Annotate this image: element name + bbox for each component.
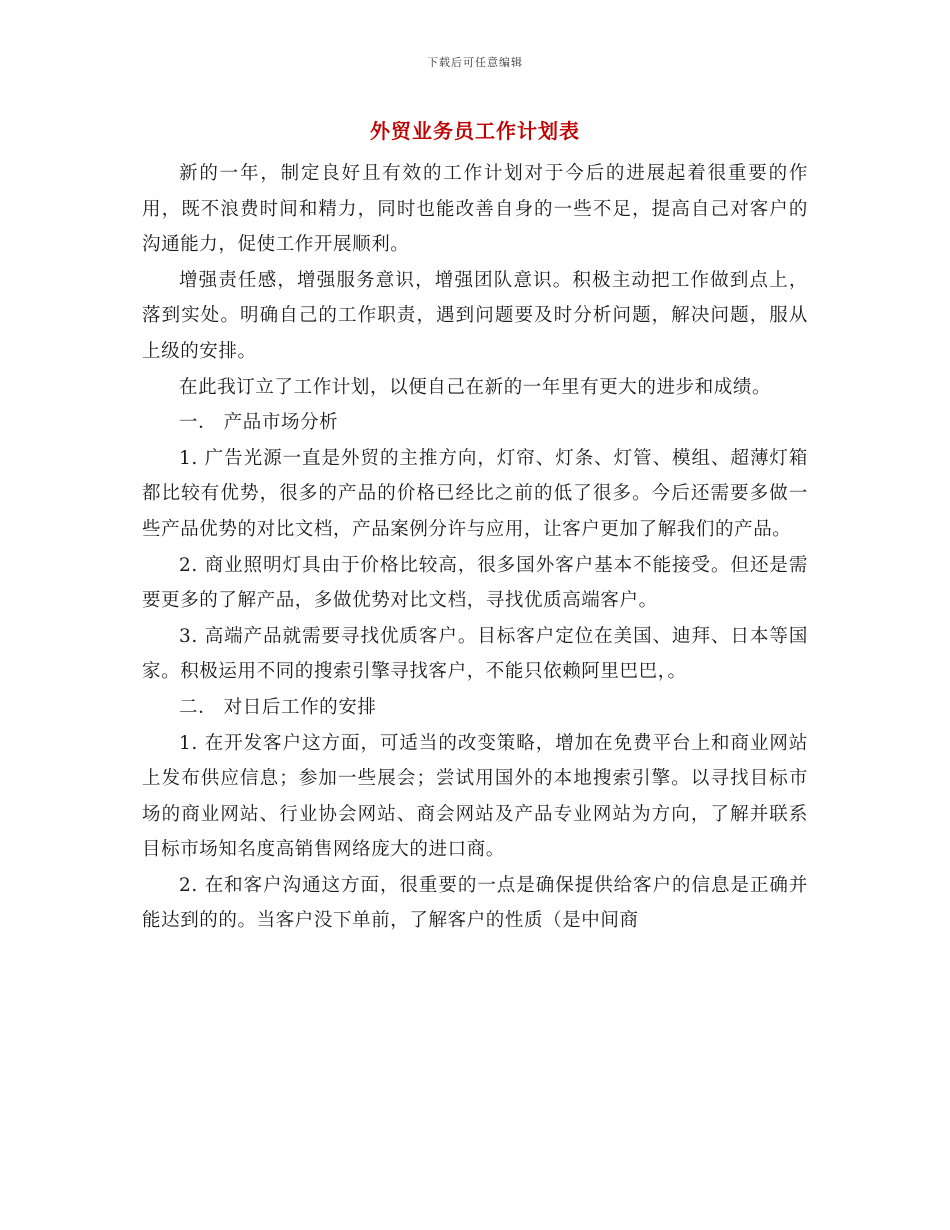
paragraph-responsibility: 增强责任感，增强服务意识，增强团队意识。积极主动把工作做到点上，落到实处。明确自己的工作职责，遇到问题要及时分析问题，解决问题，服从上级的安排。 (142, 269, 808, 362)
section-heading-work-arrangement: 二． 对日后工作的安排 (179, 696, 377, 718)
paragraph-item-client-development: 1. 在开发客户这方面，可适当的改变策略，增加在免费平台上和商业网站上发布供应信息；参加一些展会；尝试用国外的本地搜索引擎。以寻找目标市场的商业网站、行业协会网站、商会网站及产品专业网站为方向，了解并联系目标市场知名度高销售网络庞大的进口商。 (142, 732, 808, 861)
paragraph-item-high-end-products: 3. 高端产品就需要寻找优质客户。目标客户定位在美国、迪拜、日本等国家。积极运用不同的搜索引擎寻找客户，不能只依赖阿里巴巴，。 (142, 625, 808, 683)
paragraph-plan-statement: 在此我订立了工作计划，以便自己在新的一年里有更大的进步和成绩。 (179, 376, 772, 398)
paragraph-intro: 新的一年，制定良好且有效的工作计划对于今后的进展起着很重要的作用，既不浪费时间和精力，同时也能改善自身的一些不足，提高自己对客户的沟通能力，促使工作开展顺利。 (142, 163, 808, 256)
section-heading-market-analysis: 一． 产品市场分析 (179, 412, 339, 434)
document-body (142, 156, 808, 939)
document-title: 外贸业务员工作计划表 (370, 119, 580, 143)
paragraph-item-client-communication: 2. 在和客户沟通这方面，很重要的一点是确保提供给客户的信息是正确并能达到的的。当客户没下单前，了解客户的性质（是中间商 (142, 874, 808, 932)
paragraph-item-commercial-lighting: 2. 商业照明灯具由于价格比较高，很多国外客户基本不能接受。但还是需要更多的了解产品，多做优势对比文档，寻找优质高端客户。 (142, 554, 808, 612)
paragraph-item-advertising-light: 1. 广告光源一直是外贸的主推方向，灯帘、灯条、灯管、模组、超薄灯箱都比较有优势，很多的产品的价格已经比之前的低了很多。今后还需要多做一些产品优势的对比文档，产品案例分许与应用，让客户更加了解我们的产品。 (142, 447, 808, 540)
page-header-note: 下载后可任意编辑 (427, 56, 523, 69)
